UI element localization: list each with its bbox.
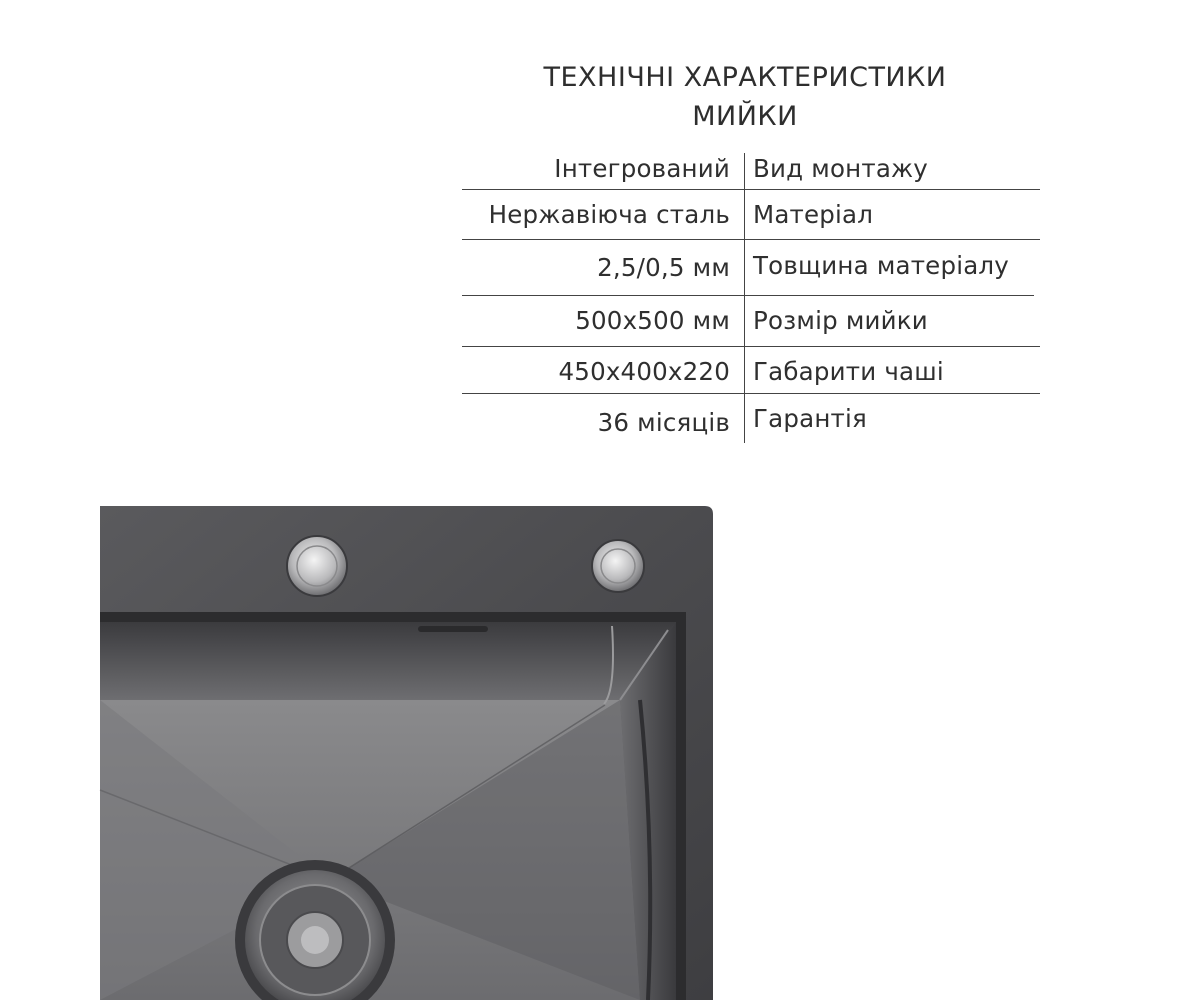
table-column-divider	[744, 153, 745, 443]
row-divider	[462, 189, 1040, 190]
spec-value: Нержавіюча сталь	[488, 200, 730, 229]
spec-value: 36 місяців	[597, 408, 730, 437]
tap-hole-cap-left	[287, 536, 347, 596]
row-divider	[462, 346, 1040, 347]
spec-value: 450х400х220	[558, 357, 730, 386]
tap-hole-cap-right	[592, 540, 644, 592]
sink-back-wall	[100, 622, 676, 700]
sink-bowl-floor	[100, 700, 640, 1000]
row-divider	[462, 393, 1040, 394]
row-divider	[462, 239, 1040, 240]
title-line-2: МИЙКИ	[692, 101, 798, 132]
specs-table	[0, 0, 1200, 460]
spec-label: Товщина матеріалу	[753, 251, 1009, 280]
sink-side-wall	[620, 622, 676, 1000]
spec-value: 500х500 мм	[575, 306, 730, 335]
spec-value: 2,5/0,5 мм	[597, 253, 730, 282]
spec-label: Вид монтажу	[753, 154, 929, 183]
spec-label: Розмір мийки	[753, 306, 928, 335]
sink-deck	[100, 506, 713, 1000]
spec-value: Інтегрований	[554, 154, 730, 183]
spec-label: Габарити чаші	[753, 357, 944, 386]
row-divider	[462, 295, 1034, 296]
title-line-1: ТЕХНІЧНІ ХАРАКТЕРИСТИКИ	[543, 62, 947, 93]
spec-label: Гарантія	[753, 404, 867, 433]
spec-label: Матеріал	[753, 200, 874, 229]
drain-strainer	[235, 860, 395, 1000]
